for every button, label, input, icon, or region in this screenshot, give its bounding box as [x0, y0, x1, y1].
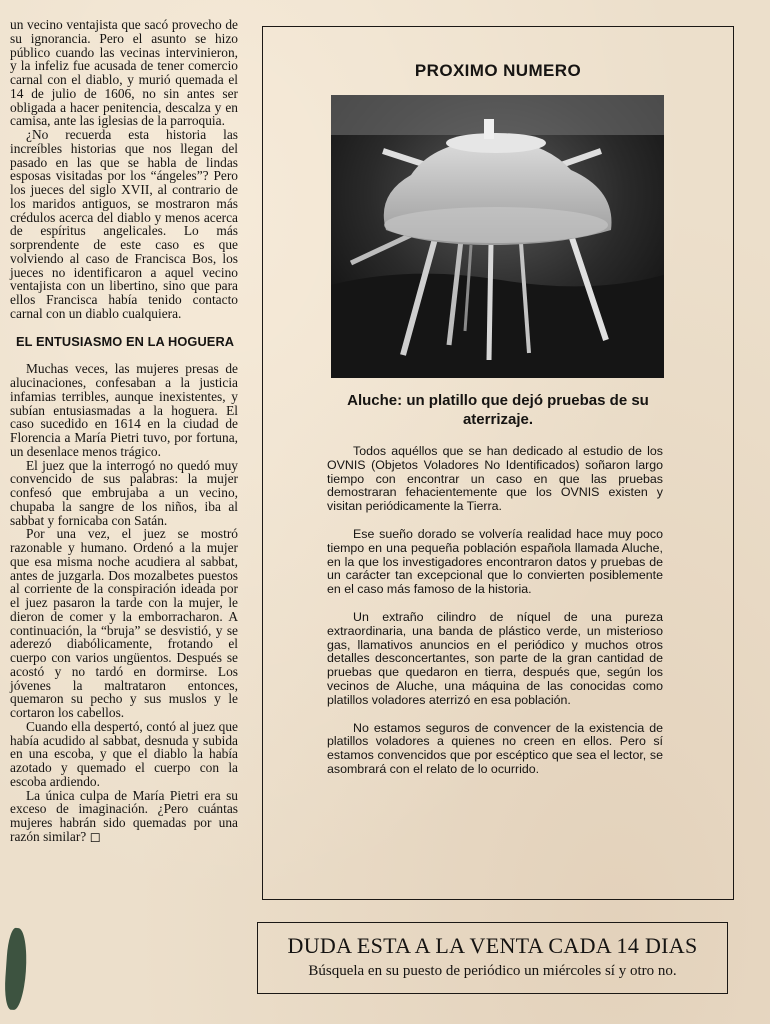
photo-caption: Aluche: un platillo que dejó pruebas de su aterrizaje.	[347, 392, 649, 428]
box-body	[327, 445, 663, 791]
box-paragraph: No estamos seguros de convencer de la existencia de platillos voladores a quienes no creen en ellos. Pero sí estamos convencidos que por escéptico que sea el lector, se asombrará con el relato de lo ocurrido.	[327, 720, 663, 776]
sales-banner	[257, 922, 728, 994]
article-paragraph: Por una vez, el juez se mostró razonable y humano. Ordenó a la mujer que esa misma noche acudiera al sabbat, antes de juzgarla. Dos mozalbetes puestos al corriente de la conspiración ideada por el juez pasaron la tarde con la mujer, le dieron de comer y la emborracharon. A continuación, la “bruja” se desvistió, y se aderezó diabólicamente, frotando el cuerpo con varios ungüentos. Después se acostó y no tardó en dormirse. Los jóvenes la maltrataron entonces, quemaron su pecho y sus muslos y le cortaron los cabellos.	[10, 526, 238, 720]
banner-subtitle: Búsquela en su puesto de periódico un miércoles sí y otro no.	[308, 963, 677, 979]
article-paragraph: Muchas veces, las mujeres presas de alucinaciones, confesaban a la justicia infamias terribles, aunque inexistentes, y subían entusiasmadas a la hoguera. El caso sucedido en 1614 en la ciudad de Florencia a María Pietri tuvo, por fortuna, un desenlace menos trágico.	[10, 361, 238, 459]
ufo-photo-graphic	[331, 95, 664, 378]
article-paragraph: ¿No recuerda esta historia las increíbles historias que nos llegan del pasado en las que se habla de lindas esposas visitadas por los “ángeles”? Pero los jueces del siglo XVII, al contrario de los maridos antiguos, se mostraron más crédulos acerca del diablo y menos acerca de espíritus angelicales. Lo más sorprendente de este caso es que volviendo al caso de Francisca Bos, los jueces no identificaron a aquel vecino ventajista con un libertino, sino que para ellos Francisca había tenido contacto carnal con un diablo cualquiera.	[10, 127, 238, 321]
article-column	[10, 18, 238, 844]
box-paragraph: Ese sueño dorado se volvería realidad hace muy poco tiempo en una pequeña población española llamada Aluche, en la que los investigadores encontraron datos y pruebas de un carácter tan excepcional que lo convierten posiblemente en el caso más famoso de la historia.	[327, 526, 663, 597]
section-subheading: EL ENTUSIASMO EN LA HOGUERA	[16, 333, 235, 349]
ufo-photo	[331, 95, 664, 378]
box-title: PROXIMO NUMERO	[414, 61, 582, 80]
box-paragraph: Todos aquéllos que se han dedicado al estudio de los OVNIS (Objetos Voladores No Identificados) soñaron largo tiempo con encontrar un caso en que las pruebas demostraran fehacientemente que los OVNIS existen y visitan periódicamente la Tierra.	[327, 444, 663, 514]
article-paragraph: Cuando ella despertó, contó al juez que había acudido al sabbat, desnuda y subida en una escoba, y que el diablo la había azotado y quemado el cuerpo con la escoba ardiendo.	[10, 718, 238, 789]
box-paragraph: Un extraño cilindro de níquel de una pureza extraordinaria, una banda de plástico verde, un misterioso gas, llamativos anuncios en el periódico y muchos otros detalles desconcertantes, son parte de la gran cantidad de pruebas que quedaron en tierra, después que, según los vecinos de Aluche, una máquina de las conocidas como platillos voladores aterrizó en esa población.	[327, 609, 663, 707]
article-paragraph: El juez que la interrogó no quedó muy convencido de sus palabras: la mujer confesó que embrujaba a un vecino, chupaba la sangre de los niños, iba al sabbat y fornicaba con Satán.	[10, 457, 238, 528]
article-paragraph: un vecino ventajista que sacó provecho de su ignorancia. Pero el asunto se hizo público cuando las vecinas intervinieron, y la infeliz fue acusada de tener comercio carnal con el diablo, y murió quemada el 14 de julio de 1606, no sin antes ser obligada a hacer penitencia, descalza y en camisa, ante las iglesias de la parroquia.	[10, 17, 238, 129]
article-paragraph: La única culpa de María Pietri era su exceso de imaginación. ¿Pero cuántas mujeres habrán sido quemadas por una razón similar? ◻	[10, 787, 238, 844]
next-issue-box	[262, 26, 734, 900]
banner-title: DUDA ESTA A LA VENTA CADA 14 DIAS	[287, 933, 698, 958]
